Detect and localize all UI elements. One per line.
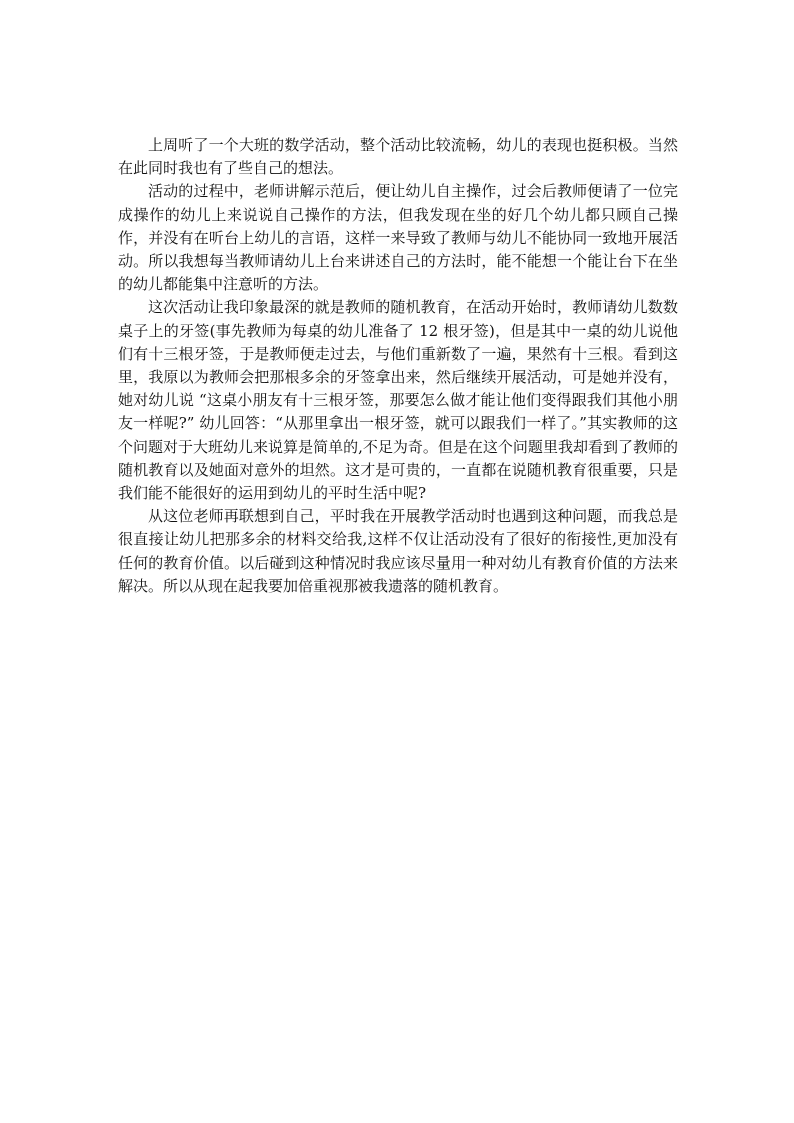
paragraph-4: 从这位老师再联想到自己，平时我在开展教学活动时也遇到这种问题，而我总是很直接让幼儿把那多余的材料交给我,这样不仅让活动没有了很好的衔接性,更加没有任何的教育价值。以后碰到这种情况时我应该尽量用一种对幼儿有教育价值的方法来解决。所以从现在起我要加倍重视那被我遗落的随机教育。	[118, 507, 678, 595]
paragraph-2: 活动的过程中，老师讲解示范后，便让幼儿自主操作，过会后教师便请了一位完成操作的幼儿上来说说自己操作的方法，但我发现在坐的好几个幼儿都只顾自己操作，并没有在听台上幼儿的言语，这样一来导致了教师与幼儿不能协同一致地开展活动。所以我想每当教师请幼儿上台来讲述自己的方法时，能不能想一个能让台下在坐的幼儿都能集中注意听的方法。	[118, 182, 678, 294]
document-body	[118, 134, 678, 598]
paragraph-1: 上周听了一个大班的数学活动，整个活动比较流畅，幼儿的表现也挺积极。当然在此同时我也有了些自己的想法。	[118, 136, 678, 178]
paragraph-3: 这次活动让我印象最深的就是教师的随机教育，在活动开始时，教师请幼儿数数桌子上的牙签(事先教师为每桌的幼儿准备了 12 根牙签)，但是其中一桌的幼儿说他们有十三根牙签，于是教师便走过去，与他们重新数了一遍，果然有十三根。看到这里，我原以为教师会把那根多余的牙签拿出来，然后继续开展活动，可是她并没有，她对幼儿说 “这桌小朋友有十三根牙签，那要怎么做才能让他们变得跟我们其他小朋友一样呢?” 幼儿回答：“从那里拿出一根牙签，就可以跟我们一样了。”其实教师的这个问题对于大班幼儿来说算是简单的,不足为奇。但是在这个问题里我却看到了教师的随机教育以及她面对意外的坦然。这才是可贵的，一直都在说随机教育很重要，只是我们能不能很好的运用到幼儿的平时生活中呢?	[118, 298, 678, 503]
